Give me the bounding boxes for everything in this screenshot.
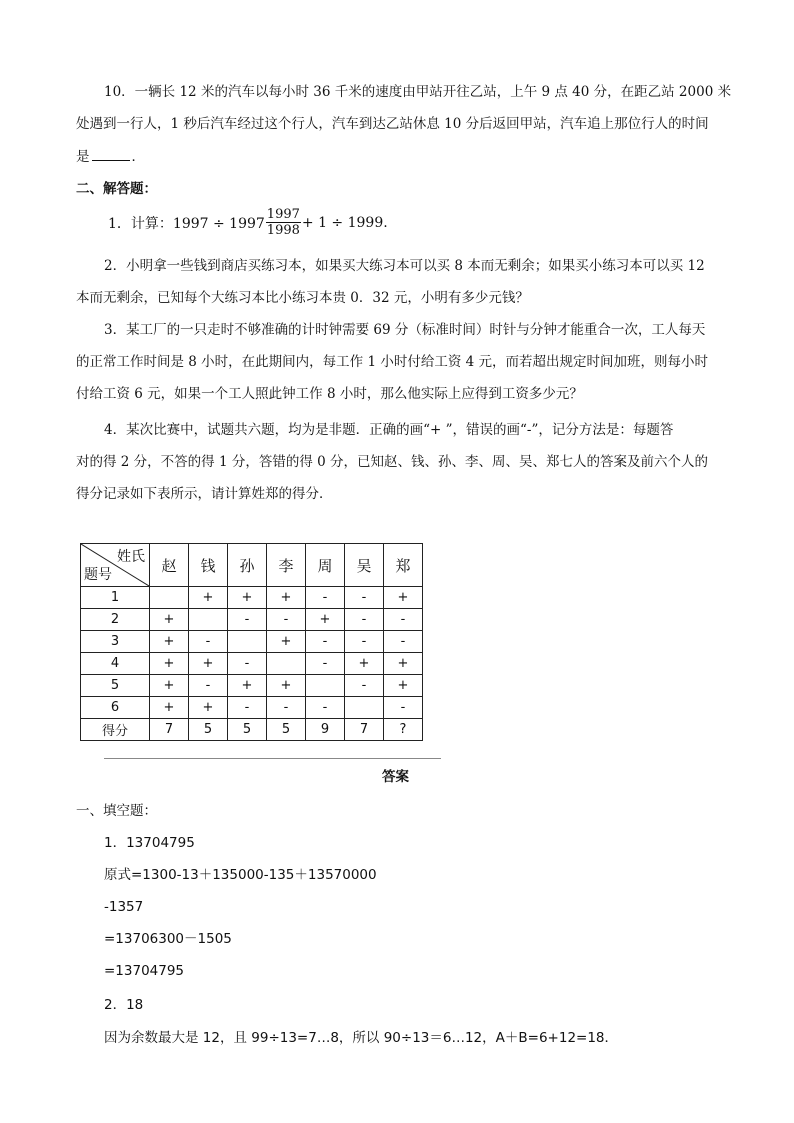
table-corner-cell bbox=[81, 544, 150, 587]
name-header-zhou: 周 bbox=[306, 544, 345, 587]
answer-cell: - bbox=[345, 587, 384, 609]
score-cell: 7 bbox=[150, 719, 189, 741]
answers-title: 答案 bbox=[382, 769, 409, 785]
answer-cell: - bbox=[306, 653, 345, 675]
table-row bbox=[81, 653, 423, 675]
answer-cell: + bbox=[306, 609, 345, 631]
answer-cell: + bbox=[267, 587, 306, 609]
problem-1-prefix: 1．计算：1997 ÷ 1997 bbox=[108, 215, 265, 232]
answer-cell: + bbox=[150, 653, 189, 675]
answer-cell bbox=[189, 609, 228, 631]
section-2-title: 二、解答题： bbox=[76, 181, 157, 197]
answer-cell: - bbox=[228, 609, 267, 631]
section-1-title: 一、填空题： bbox=[76, 803, 157, 819]
answer-1-line-4: =13704795 bbox=[104, 963, 185, 979]
answer-cell: + bbox=[189, 587, 228, 609]
answer-cell: + bbox=[150, 697, 189, 719]
answer-1-line-3: =13706300－1505 bbox=[104, 931, 232, 947]
answer-cell bbox=[267, 653, 306, 675]
q10-line-3-prefix: 是 bbox=[76, 149, 90, 165]
table-row bbox=[81, 631, 423, 653]
table-row bbox=[81, 609, 423, 631]
name-header-zhao: 赵 bbox=[150, 544, 189, 587]
fraction bbox=[266, 207, 301, 238]
answer-2-head: 2．18 bbox=[104, 997, 144, 1013]
problem-1-formula bbox=[108, 207, 388, 238]
fraction-denominator: 1998 bbox=[266, 223, 300, 238]
name-header-wu: 吴 bbox=[345, 544, 384, 587]
answer-cell: - bbox=[306, 697, 345, 719]
problem-2-line-1: 2．小明拿一些钱到商店买练习本，如果买大练习本可以买 8 本而无剩余；如果买小练习本可以买 12 bbox=[104, 258, 705, 274]
answer-2-line-1: 因为余数最大是 12，且 99÷13=7…8，所以 90÷13＝6…12，A＋B=6+12=18． bbox=[104, 1030, 619, 1046]
answer-cell: + bbox=[189, 697, 228, 719]
answer-cell: + bbox=[267, 631, 306, 653]
section-divider bbox=[104, 758, 441, 759]
score-cell: 7 bbox=[345, 719, 384, 741]
problem-4-line-1: 4．某次比赛中，试题共六题，均为是非题．正确的画“+ ”，错误的画“-”，记分方法是：每题答 bbox=[104, 422, 674, 438]
answer-cell: - bbox=[228, 697, 267, 719]
answer-cell: - bbox=[228, 653, 267, 675]
answer-1-line-2: -1357 bbox=[104, 899, 144, 915]
table-row bbox=[81, 697, 423, 719]
answer-cell: - bbox=[384, 697, 423, 719]
answer-cell bbox=[228, 631, 267, 653]
score-row bbox=[81, 719, 423, 741]
answer-cell: + bbox=[384, 587, 423, 609]
question-number: 1 bbox=[81, 587, 150, 609]
name-header-sun: 孙 bbox=[228, 544, 267, 587]
answer-cell: + bbox=[150, 631, 189, 653]
answer-cell: + bbox=[267, 675, 306, 697]
question-number: 2 bbox=[81, 609, 150, 631]
problem-3-line-2: 的正常工作时间是 8 小时，在此期间内，每工作 1 小时付给工资 4 元，而若超出规定时间加班，则每小时 bbox=[76, 354, 709, 370]
q10-line-3 bbox=[76, 146, 145, 167]
problem-2-line-2: 本而无剩余，已知每个大练习本比小练习本贵 0．32 元，小明有多少元钱？ bbox=[76, 290, 529, 306]
answer-1-head: 1．13704795 bbox=[104, 835, 195, 851]
name-header-qian: 钱 bbox=[189, 544, 228, 587]
score-cell: 5 bbox=[228, 719, 267, 741]
answer-cell: + bbox=[384, 675, 423, 697]
answer-cell bbox=[150, 587, 189, 609]
score-label: 得分 bbox=[81, 719, 150, 741]
answer-blank bbox=[92, 146, 130, 161]
answer-cell: + bbox=[228, 587, 267, 609]
fraction-numerator: 1997 bbox=[266, 207, 300, 222]
score-cell: 5 bbox=[267, 719, 306, 741]
answer-cell: - bbox=[306, 631, 345, 653]
question-number: 4 bbox=[81, 653, 150, 675]
question-number: 5 bbox=[81, 675, 150, 697]
problem-4-line-3: 得分记录如下表所示，请计算姓郑的得分． bbox=[76, 486, 333, 502]
q10-line-3-suffix: ． bbox=[131, 149, 145, 165]
answer-cell: - bbox=[384, 609, 423, 631]
answer-cell: - bbox=[384, 631, 423, 653]
answer-cell: + bbox=[228, 675, 267, 697]
answer-cell: - bbox=[345, 631, 384, 653]
problem-3-line-3: 付给工资 6 元，如果一个工人照此钟工作 8 小时，那么他实际上应得到工资多少元？ bbox=[76, 386, 583, 402]
name-header-li: 李 bbox=[267, 544, 306, 587]
answer-cell: + bbox=[150, 609, 189, 631]
problem-3-line-1: 3．某工厂的一只走时不够准确的计时钟需要 69 分（标准时间）时针与分钟才能重合一次，工人每天 bbox=[104, 322, 706, 338]
answer-cell: + bbox=[189, 653, 228, 675]
score-cell: 9 bbox=[306, 719, 345, 741]
answer-cell: - bbox=[189, 675, 228, 697]
answer-cell: + bbox=[150, 675, 189, 697]
answer-cell: - bbox=[306, 587, 345, 609]
answer-1-line-1: 原式=1300-13＋135000-135＋13570000 bbox=[104, 867, 377, 883]
answer-cell: - bbox=[267, 609, 306, 631]
table-row bbox=[81, 675, 423, 697]
score-cell: ? bbox=[384, 719, 423, 741]
answer-cell bbox=[306, 675, 345, 697]
problem-4-line-2: 对的得 2 分，不答的得 1 分，答错的得 0 分，已知赵、钱、孙、李、周、吴、郑七人的答案及前六个人的 bbox=[76, 454, 709, 470]
table-header-row bbox=[81, 544, 423, 587]
question-number: 3 bbox=[81, 631, 150, 653]
answer-cell: + bbox=[384, 653, 423, 675]
q10-line-2: 处遇到一行人，1 秒后汽车经过这个行人，汽车到达乙站休息 10 分后返回甲站，汽车追上那位行人的时间 bbox=[76, 116, 709, 132]
answer-cell bbox=[345, 697, 384, 719]
answer-cell: - bbox=[345, 609, 384, 631]
score-cell: 5 bbox=[189, 719, 228, 741]
answer-cell: - bbox=[345, 675, 384, 697]
corner-label-surname: 姓氏 bbox=[117, 549, 145, 565]
score-table bbox=[80, 543, 423, 741]
question-number: 6 bbox=[81, 697, 150, 719]
table-row bbox=[81, 587, 423, 609]
name-header-zheng: 郑 bbox=[384, 544, 423, 587]
corner-label-question: 题号 bbox=[84, 567, 112, 583]
problem-1-suffix: + 1 ÷ 1999. bbox=[301, 214, 388, 231]
answer-cell: + bbox=[345, 653, 384, 675]
answer-cell: - bbox=[189, 631, 228, 653]
q10-line-1: 10．一辆长 12 米的汽车以每小时 36 千米的速度由甲站开往乙站，上午 9 点 40 分，在距乙站 2000 米 bbox=[104, 84, 732, 100]
answer-cell: - bbox=[267, 697, 306, 719]
